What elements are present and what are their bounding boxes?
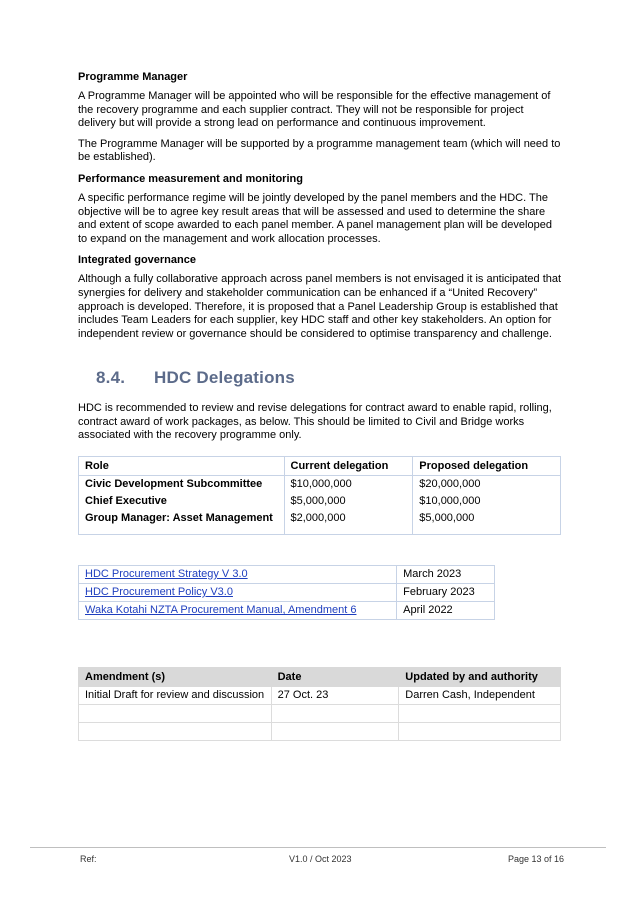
section-heading — [96, 368, 295, 388]
procurement-strategy-link[interactable]: HDC Procurement Strategy V 3.0 — [85, 568, 248, 580]
column-header: Amendment (s) — [79, 668, 272, 687]
body-text — [78, 70, 563, 348]
amendment-cell — [79, 705, 272, 723]
reference-date: March 2023 — [397, 566, 495, 584]
governance-paragraph: Although a fully collaborative approach across panel members is not envisaged it is anticipated that synergies for delivery and stakeholder communication can be enhanced if a “United Recovery” approach is developed. Therefore, it is proposed that a Panel Leadership Group is established that includes Team Leaders for each supplier, key HDC staff and other key stakeholders. An option for independent review or governance should be considered to optimise transparency and challenge. — [78, 273, 562, 340]
current-delegation-cell: $10,000,000 — [284, 476, 413, 494]
performance-heading: Performance measurement and monitoring — [78, 172, 303, 185]
footer-version: V1.0 / Oct 2023 — [289, 854, 352, 864]
updated-by-cell: Darren Cash, Independent — [399, 687, 561, 705]
current-delegation-cell: $2,000,000 — [284, 510, 413, 535]
table-row — [79, 602, 495, 620]
current-delegation-cell: $5,000,000 — [284, 493, 413, 510]
section-intro: HDC is recommended to review and revise delegations for contract award to enable rapid, rolling, contract award of work packages, as below. This should be limited to Civil and Bridge works associated with the recovery programme only. — [78, 402, 552, 442]
updated-by-cell — [399, 723, 561, 741]
proposed-delegation-cell: $20,000,000 — [413, 476, 561, 494]
references-table — [78, 565, 495, 620]
role-cell: Chief Executive — [79, 493, 285, 510]
column-header: Current delegation — [284, 457, 413, 476]
footer-divider — [30, 847, 606, 848]
reference-date: April 2022 — [397, 602, 495, 620]
date-cell: 27 Oct. 23 — [271, 687, 399, 705]
footer-page-number: Page 13 of 16 — [508, 854, 565, 864]
role-cell: Group Manager: Asset Management — [79, 510, 285, 535]
section-number: 8.4. — [96, 368, 126, 387]
table-header-row — [79, 457, 561, 476]
proposed-delegation-cell: $5,000,000 — [413, 510, 561, 535]
section-title: HDC Delegations — [154, 368, 295, 387]
column-header: Updated by and authority — [399, 668, 561, 687]
governance-heading: Integrated governance — [78, 254, 196, 267]
delegations-table — [78, 456, 561, 535]
column-header: Proposed delegation — [413, 457, 561, 476]
footer-ref: Ref: — [80, 854, 97, 864]
proposed-delegation-cell: $10,000,000 — [413, 493, 561, 510]
programme-manager-heading: Programme Manager — [78, 71, 188, 83]
updated-by-cell — [399, 705, 561, 723]
amendment-cell — [79, 723, 272, 741]
table-row — [79, 493, 561, 510]
programme-manager-paragraph-1: A Programme Manager will be appointed who will be responsible for the effective management of the recovery programme and each supplier contract. They will not be responsible for project delivery but will provide a strong lead on performance and continuous improvement. — [78, 90, 551, 130]
table-row — [79, 687, 561, 705]
procurement-policy-link[interactable]: HDC Procurement Policy V3.0 — [85, 586, 233, 598]
date-cell — [271, 705, 399, 723]
table-row — [79, 476, 561, 494]
column-header: Role — [79, 457, 285, 476]
table-header-row — [79, 668, 561, 687]
amendments-table — [78, 667, 561, 741]
programme-manager-paragraph-2: The Programme Manager will be supported by a programme management team (which will need to be established). — [78, 137, 561, 164]
reference-date: February 2023 — [397, 584, 495, 602]
procurement-manual-link[interactable]: Waka Kotahi NZTA Procurement Manual, Amendment 6 — [85, 604, 357, 616]
amendment-cell: Initial Draft for review and discussion — [79, 687, 272, 705]
table-row — [79, 705, 561, 723]
column-header: Date — [271, 668, 399, 687]
table-row — [79, 723, 561, 741]
table-row — [79, 510, 561, 535]
date-cell — [271, 723, 399, 741]
table-row — [79, 584, 495, 602]
table-row — [79, 566, 495, 584]
performance-paragraph: A specific performance regime will be jointly developed by the panel members and the HDC. The objective will be to agree key result areas that will be assessed and used to determine the share and extent of scope awarded to each panel member. A panel management plan will be developed to expand on the management and work allocation processes. — [78, 191, 552, 245]
role-cell: Civic Development Subcommittee — [79, 476, 285, 494]
